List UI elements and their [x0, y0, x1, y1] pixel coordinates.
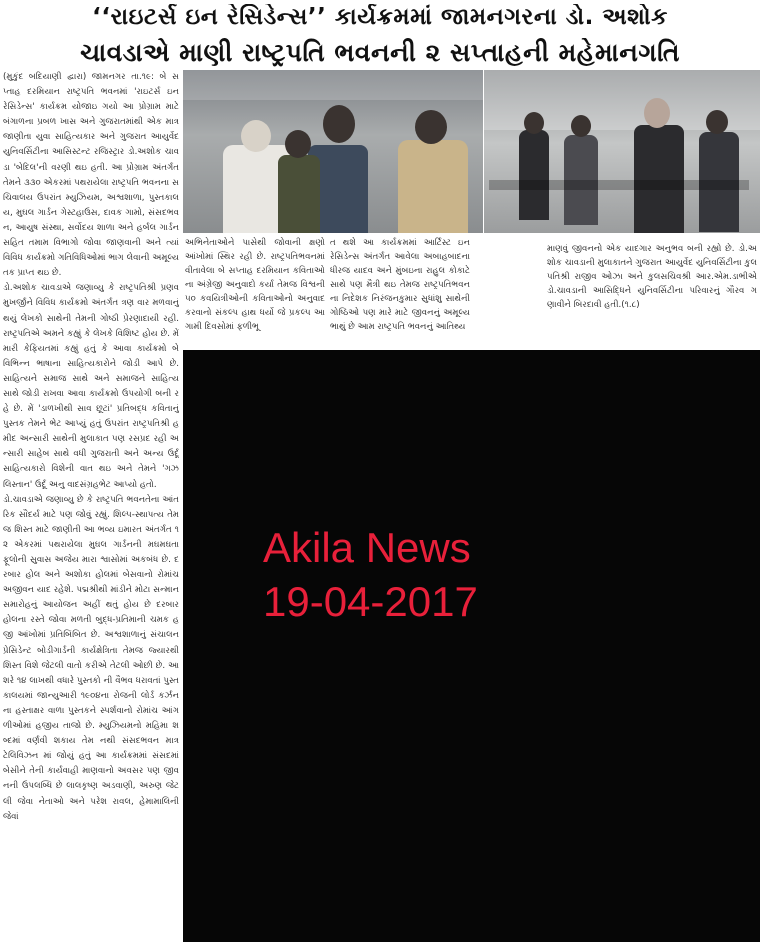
article-paragraph-3: ડો.ચાવડાએ જણાવ્યુ છે કે રાષ્ટ્રપતિ ભવનતેના આંતરિક સૌંદર્ય માટે પણ જોવું રહ્યું. શિલ્પ-સ્થાપત્ય તેમજ શિસ્ત માટે જાણીતી આ ભવ્ય ઇમારત અંતર્ગત ૧૨ એકરમાં પથરાયેલા મુઘલ ગાર્ડનની મઘમઘતા ફૂલોની સુવાસ અજેય મારા શ્વાસોમાં અકબંધ છે. દરબાર હોલ અને અશોકા હોલમાં બેસવાનો રોમાંચ અજીવન યાદ રહેશે. પદ્મશ્રીથી માંડીને મોટા સન્માન સમારોહનું આયોજન અહીં થતું હોય છે દરબાર હોલના રસ્તે જોવા મળતી બુદ્ધ-પ્રતિમાની ચમક હજી આંખોમાં પ્રતિબિંબિત છે. અશ્વશાળાનું સંચાલન પ્રેસિડેન્ટ બોડીગાર્ડની કાર્યક્ષેત્રિતા તેમજ જ્યારથી શિસ્ત વિશે જેટલી વાતો કરીએ તેટલી ઓછી છે. આશરે ૧૪ લાખથી વધારે પુસ્તકો ની વૈભવ ધરાવતાં પુસ્તકાલયમાં જાન્યુઆરી ૧૯૦૪ના રોજની લોર્ડ કર્ઝનના હસ્તાક્ષર વાળા પુસ્તકને સ્પર્શવાનો રોમાંચ આંગળીઓમાં હજીય તાજો છે. મ્યુઝિયમનો મહિમા શબ્દમાં વર્ણવી શકાય તેમ નથી સંસદભવન માત્ર ટેલિવિઝન માં જોયું હતું આ કાર્યક્રમમાં સંસદમાં બેસીને તેની કાર્યવાહી માણવાનો અવસર પણ જીવનની ઉપલબ્ધિ છે લાલકૃષ્ણ અડવાણી, અરુણ જેટલી જેવા નેતાઓ અને પરેશ રાવલ, હેમામાલિની જેવાં [3, 494, 179, 822]
article-column-4: માણવું જીવનનો એક યાદગાર અનુભવ બની રહ્યો છે. ડો.અશોક ચાવડાની મુલાકાતને ગુજરાત આયુર્વેદ યુનિવર્સિટીના કુલપતિશ્રી રાજીવ ઓઝા અને કુલસચિવશ્રી આર.એમ.ડાભીએ ડો.ચાવડાની આસિદ્ધિને યુનિવર્સિટીના પરિવારનું ગૌરવ ગણાવીને બિરદાવી હતી.(૧.૮) [547, 244, 757, 310]
article-column-3: ત થશે આ કાર્યક્રમમાં આર્ટિસ્ટ ઇન રેસિડેન્સ અંતર્ગત આવેલા અબાહબાદના ધીરજ યાદવ અને મુંબઇના રાહુલ કોકાટે સાથે પણ મૈત્રી થઇ તેમજ રાષ્ટ્રપતિભવનના નિદેશક નિરંજનકુમાર સુધાંશુ સાથેની ગોષ્ઠિઓ પણ મારે માટે જીવનનું અમૂલ્ય ભાથું છે આમ રાષ્ટ્રપતિ ભવનનું આતિથ્ય [330, 238, 470, 332]
watermark-date: 19-04-2017 [263, 578, 478, 625]
headline-line-1: ‘‘રાઇટર્સ ઇન રેસિડેન્સ’’ કાર્યક્રમમાં જામનગરના ડો. અશોક [92, 4, 668, 30]
watermark-source: Akila News [263, 524, 471, 571]
article-paragraph-1: (મુકુંદ બદિયાણી દ્વારા) જામનગર તા.૧૯: બે સપ્તાહ દરમિયાન રાષ્ટ્રપતિ ભવનમાં 'રાઇટર્સ ઇન રેસિડેન્સ' કાર્યક્રમ યોજાઇ ગયો આ પ્રોગ્રામ માટે બંગાળના પ્રબળ ખાસ અને ગુજરાતમાંથી એક માત્ર જાણીતા યુવા સાહિત્યકાર અને ગુજરાત આયુર્વેદ યુનિવર્સિટીના આસિસ્ટન્ટ રજિસ્ટ્રાર ડો.અશોક ચાવડા 'બેદિલ'ની વરણી થઇ હતી. આ પ્રોગ્રામ અંતર્ગત તેમને ૩૩૦ એકરમાં પથરાયેલા રાષ્ટ્રપતિ ભવનના સચિવાલય ઉપરાંત મ્યુઝિયમ, અશ્વશાળા, પુસ્તકાલય, મુઘલ ગાર્ડન ગેસ્ટહાઉસ, દાવક ગામો, સંસદભવન, આયુષ સંસ્થા, સર્વોદય શાળા અને હર્બલ ગાર્ડન સહિત તમામ વિભાગો જોવા જાણવાની અને ત્યાં વિવિધ કાર્યક્રમો ગતિવિધિઓમાં ભાગ લેવાની અમૂલ્ય તક પ્રાપ્ત થઇ છે. [3, 72, 179, 279]
article-paragraph-2: ડો.અશોક ચાવડાએ જણાવ્યુ કે રાષ્ટ્રપતિશ્રી પ્રણવ મુખર્જીને વિવિધ કાર્યક્રમો અંતર્ગત ત્રણ વાર મળવાનું થયું લેખકો સાથેની તેમની ગોષ્ઠી પ્રેરણાદાયી રહી. રાષ્ટ્રપતિએ અમને કહ્યું કે લેખકે વિશિષ્ટ હોય છે. મેં મારી કેફિયતમાં કહ્યું હતું કે આવા કાર્યક્રમો બે વિભિન્ન ભાષાના સાહિત્યકારોને જોડી આપે છે. સાહિત્યને સમાજ સાથે અને સમાજને સાહિત્ય સાથે જોડી રાખવા આવા કાર્યક્રમો ઉપયોગી બની રહે છે. મેં 'ડાળખીથી સાવ છૂટાં' પ્રતિબદ્ધ કવિતાનું પુસ્તક તેમને ભેટ આપ્યું હતું ઉપરાંત રાષ્ટ્રપતિશ્રી હમીદ અન્સારી સાથેની મુલાકાત પણ રસપ્રદ રહી અન્સારી સાહેબ સાથે વધી ગુજરાતી અને અન્ય ઉર્દૂ સાહિત્યકારો વિશેની વાત થઇ અને તેમને 'ગઝલિસ્તાન' ઉર્દૂ અનુ વાદસંગ્રહભેટ આપ્યો હતો. [3, 283, 179, 490]
headline-line-2: ચાવડાએ માણી રાષ્ટ્રપતિ ભવનની ૨ સપ્તાહની મહેમાનગતિ [80, 38, 680, 67]
article-column-left [3, 70, 179, 942]
photo-president-greeting [183, 70, 483, 233]
photo-museum-visit [484, 70, 760, 233]
redacted-image-area [183, 350, 760, 942]
article-column-2: અભિનેતાઓને પાસેથી જોવાની ક્ષણો આંખોમાં સ્થિર રહી છે. રાષ્ટ્રપતિભવનમાં વીતાવેલા બે સપ્તાહ દરમિયાન કવિતાઓના અંગ્રેજી અનુવાદો કર્યા તેમજ વિશ્વની ૫૦ કવયિત્રીઓની કવિતાઓનો અનુવાદ કરવાનો સંકલ્પ હાથ ધર્યો જે પ્રકલ્પ આગામી દિવસોમાં ફળીભૂ [185, 238, 325, 332]
